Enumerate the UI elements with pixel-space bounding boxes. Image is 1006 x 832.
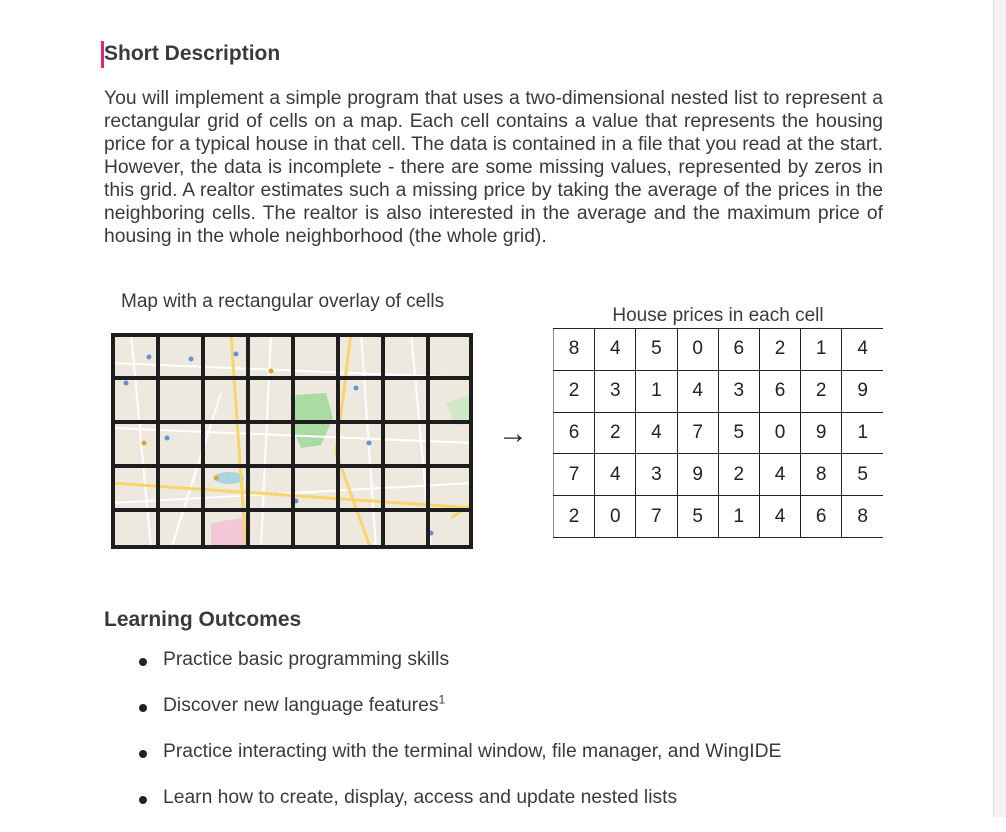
table-row [554,412,884,454]
price-cell: 8 [554,329,595,371]
price-cell: 4 [759,454,800,496]
price-cell: 2 [554,496,595,538]
price-cell: 3 [636,454,677,496]
price-cell: 1 [842,412,883,454]
footnote-marker[interactable]: 1 [438,692,446,707]
price-cell: 2 [554,370,595,412]
price-cell: 6 [718,329,759,371]
price-cell: 7 [636,496,677,538]
price-cell: 9 [801,412,842,454]
price-cell: 9 [677,454,718,496]
list-item [104,786,781,832]
list-item-text: Discover new language features [163,695,439,716]
price-cell: 5 [718,412,759,454]
section-heading-short-description: Short Description [104,42,281,65]
price-cell: 7 [677,412,718,454]
price-cell: 4 [636,412,677,454]
price-cell: 9 [842,370,883,412]
price-cell: 4 [595,329,636,371]
right-arrow-icon: → [498,417,528,450]
list-item-text: Learn how to create, display, access and update nested lists [163,787,678,808]
price-cell: 2 [718,454,759,496]
price-cell: 3 [595,370,636,412]
price-cell: 8 [842,496,883,538]
price-cell: 4 [759,496,800,538]
price-cell: 0 [759,412,800,454]
price-cell: 8 [801,454,842,496]
list-item [104,740,781,786]
learning-outcomes-list [104,648,781,832]
table-row [554,454,884,496]
price-cell: 0 [677,329,718,371]
price-cell: 4 [677,370,718,412]
price-cell: 5 [636,329,677,371]
price-cell: 1 [636,370,677,412]
price-cell: 6 [554,412,595,454]
scrollbar-track[interactable] [993,0,1006,817]
table-caption: House prices in each cell [612,305,824,326]
table-row [554,496,884,538]
map-caption: Map with a rectangular overlay of cells [121,291,445,312]
map-svg [111,333,473,549]
description-paragraph: You will implement a simple program that uses a two-dimensional nested list to represent a rectangular grid of cells on a map. Each cell contains a value that represents the housing price for a typical house in that cell. The data is contained in a file that you read at the start. However, the data is incomplete - there are some missing values, represented by zeros in this grid. A realtor estimates such a missing price by taking the average of the prices in the neighboring cells. The realtor is also interested in the average and the maximum price of housing in the whole neighborhood (the whole grid). [104,88,883,247]
price-cell: 7 [554,454,595,496]
price-cell: 1 [718,496,759,538]
list-item-text: Practice interacting with the terminal window, file manager, and WingIDE [163,741,782,762]
price-cell: 5 [677,496,718,538]
price-cell: 6 [759,370,800,412]
price-cell: 2 [595,412,636,454]
table-row [554,329,884,371]
price-cell: 4 [842,329,883,371]
price-cell: 6 [801,496,842,538]
price-cell: 2 [801,370,842,412]
list-item [104,648,781,694]
map-grid-image [111,333,473,549]
list-item [104,694,781,740]
price-cell: 0 [595,496,636,538]
house-price-table [553,328,883,538]
list-item-text: Practice basic programming skills [163,649,450,670]
price-cell: 1 [801,329,842,371]
price-cell: 4 [595,454,636,496]
price-cell: 2 [759,329,800,371]
table-row [554,370,884,412]
price-cell: 3 [718,370,759,412]
section-heading-learning-outcomes: Learning Outcomes [104,608,302,631]
price-cell: 5 [842,454,883,496]
